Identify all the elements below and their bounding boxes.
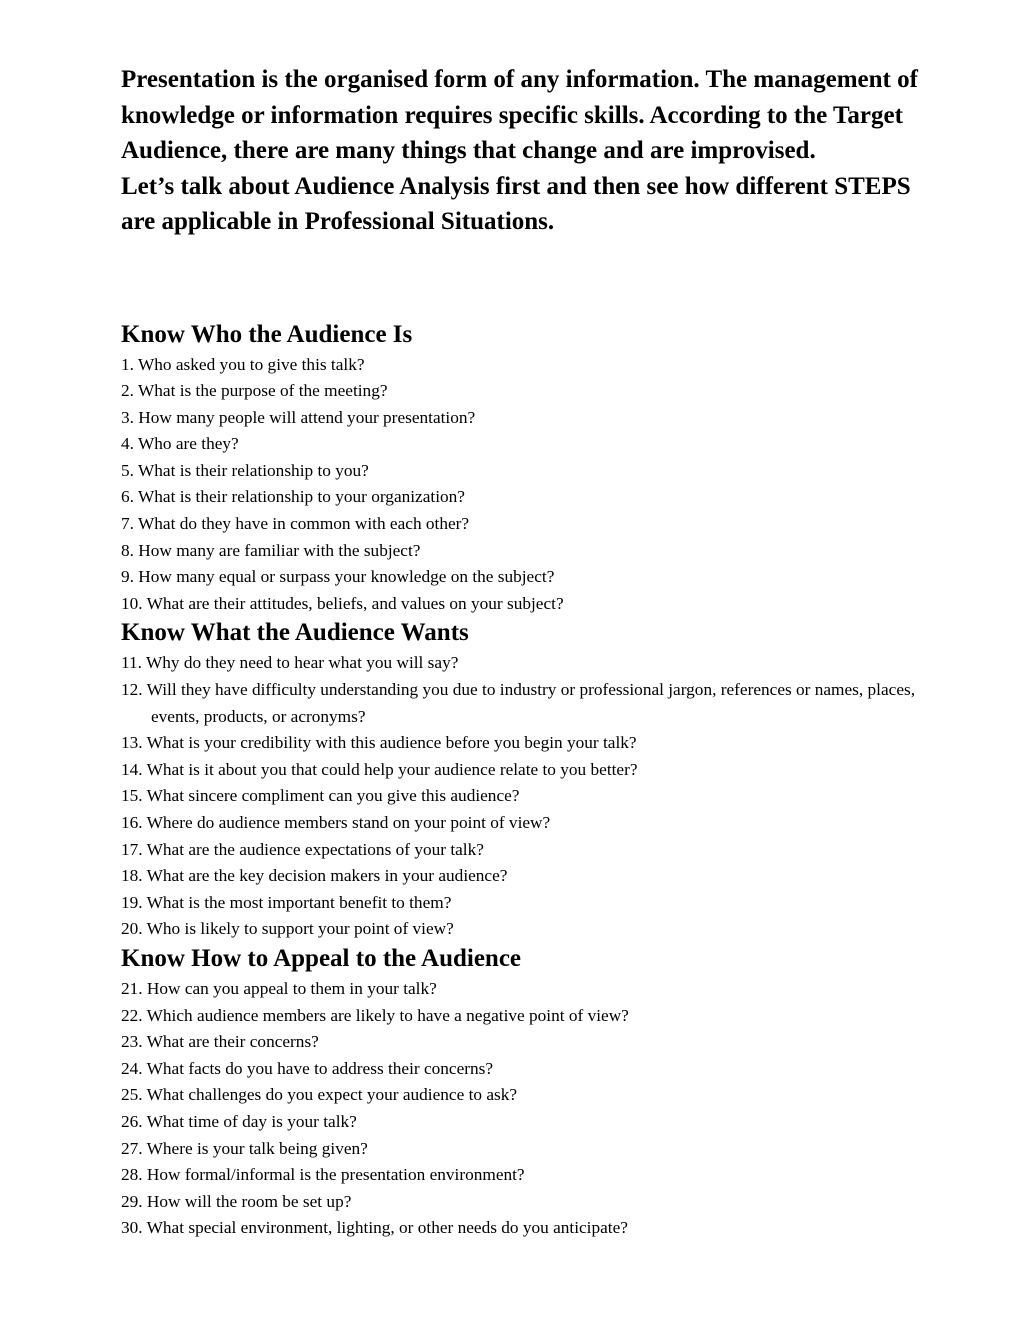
- question-list: [121, 650, 921, 943]
- list-item: 15. What sincere compliment can you give this audience?: [121, 786, 520, 806]
- list-item: 4. Who are they?: [121, 434, 239, 454]
- list-item: 17. What are the audience expectations of your talk?: [121, 839, 484, 859]
- question-list: [121, 976, 921, 1242]
- list-item: 7. What do they have in common with each other?: [121, 514, 470, 534]
- list-item: 26. What time of day is your talk?: [121, 1111, 357, 1131]
- section-heading: Know Who the Audience Is: [121, 320, 413, 348]
- section-know-who: [121, 320, 921, 618]
- section-know-what: [121, 618, 921, 943]
- list-item: 3. How many people will attend your presentation?: [121, 407, 476, 427]
- list-item: 28. How formal/informal is the presentation environment?: [121, 1165, 525, 1185]
- list-item: 13. What is your credibility with this audience before you begin your talk?: [121, 733, 637, 753]
- intro-text: [121, 62, 921, 240]
- list-item: 24. What facts do you have to address their concerns?: [121, 1058, 494, 1078]
- document-page: [121, 62, 921, 1242]
- list-item: 10. What are their attitudes, beliefs, and values on your subject?: [121, 593, 564, 613]
- list-item: 30. What special environment, lighting, or other needs do you anticipate?: [121, 1218, 628, 1238]
- question-list: [121, 352, 921, 618]
- list-item: 20. Who is likely to support your point of view?: [121, 919, 454, 939]
- section-heading: Know How to Appeal to the Audience: [121, 944, 522, 972]
- list-item: 8. How many are familiar with the subject?: [121, 540, 421, 560]
- list-item: 5. What is their relationship to you?: [121, 460, 369, 480]
- list-item: 6. What is their relationship to your organization?: [121, 487, 465, 507]
- list-item: 12. Will they have difficulty understanding you due to industry or professional jargon, references or names, places, events, products, or acronyms?: [121, 680, 916, 726]
- section-know-how: [121, 944, 921, 1242]
- list-item: 18. What are the key decision makers in your audience?: [121, 866, 508, 886]
- list-item: 19. What is the most important benefit to them?: [121, 892, 452, 912]
- list-item: 2. What is the purpose of the meeting?: [121, 381, 388, 401]
- section-heading: Know What the Audience Wants: [121, 619, 469, 647]
- intro-paragraph: Let’s talk about Audience Analysis first and then see how different STEPS are applicable in Professional Situations.: [121, 172, 911, 235]
- list-item: 25. What challenges do you expect your audience to ask?: [121, 1085, 518, 1105]
- list-item: 9. How many equal or surpass your knowledge on the subject?: [121, 567, 555, 587]
- list-item: 27. Where is your talk being given?: [121, 1138, 368, 1158]
- list-item: 22. Which audience members are likely to have a negative point of view?: [121, 1005, 629, 1025]
- list-item: 29. How will the room be set up?: [121, 1191, 352, 1211]
- list-item: 14. What is it about you that could help your audience relate to you better?: [121, 759, 638, 779]
- list-item: 11. Why do they need to hear what you will say?: [121, 653, 459, 673]
- list-item: 23. What are their concerns?: [121, 1032, 319, 1052]
- list-item: 21. How can you appeal to them in your talk?: [121, 978, 437, 998]
- intro-paragraph: Presentation is the organised form of any information. The management of knowledge or information requires specific skills. According to the Target Audience, there are many things that change and are improvised.: [121, 66, 918, 164]
- list-item: 16. Where do audience members stand on your point of view?: [121, 813, 551, 832]
- list-item: 1. Who asked you to give this talk?: [121, 354, 365, 374]
